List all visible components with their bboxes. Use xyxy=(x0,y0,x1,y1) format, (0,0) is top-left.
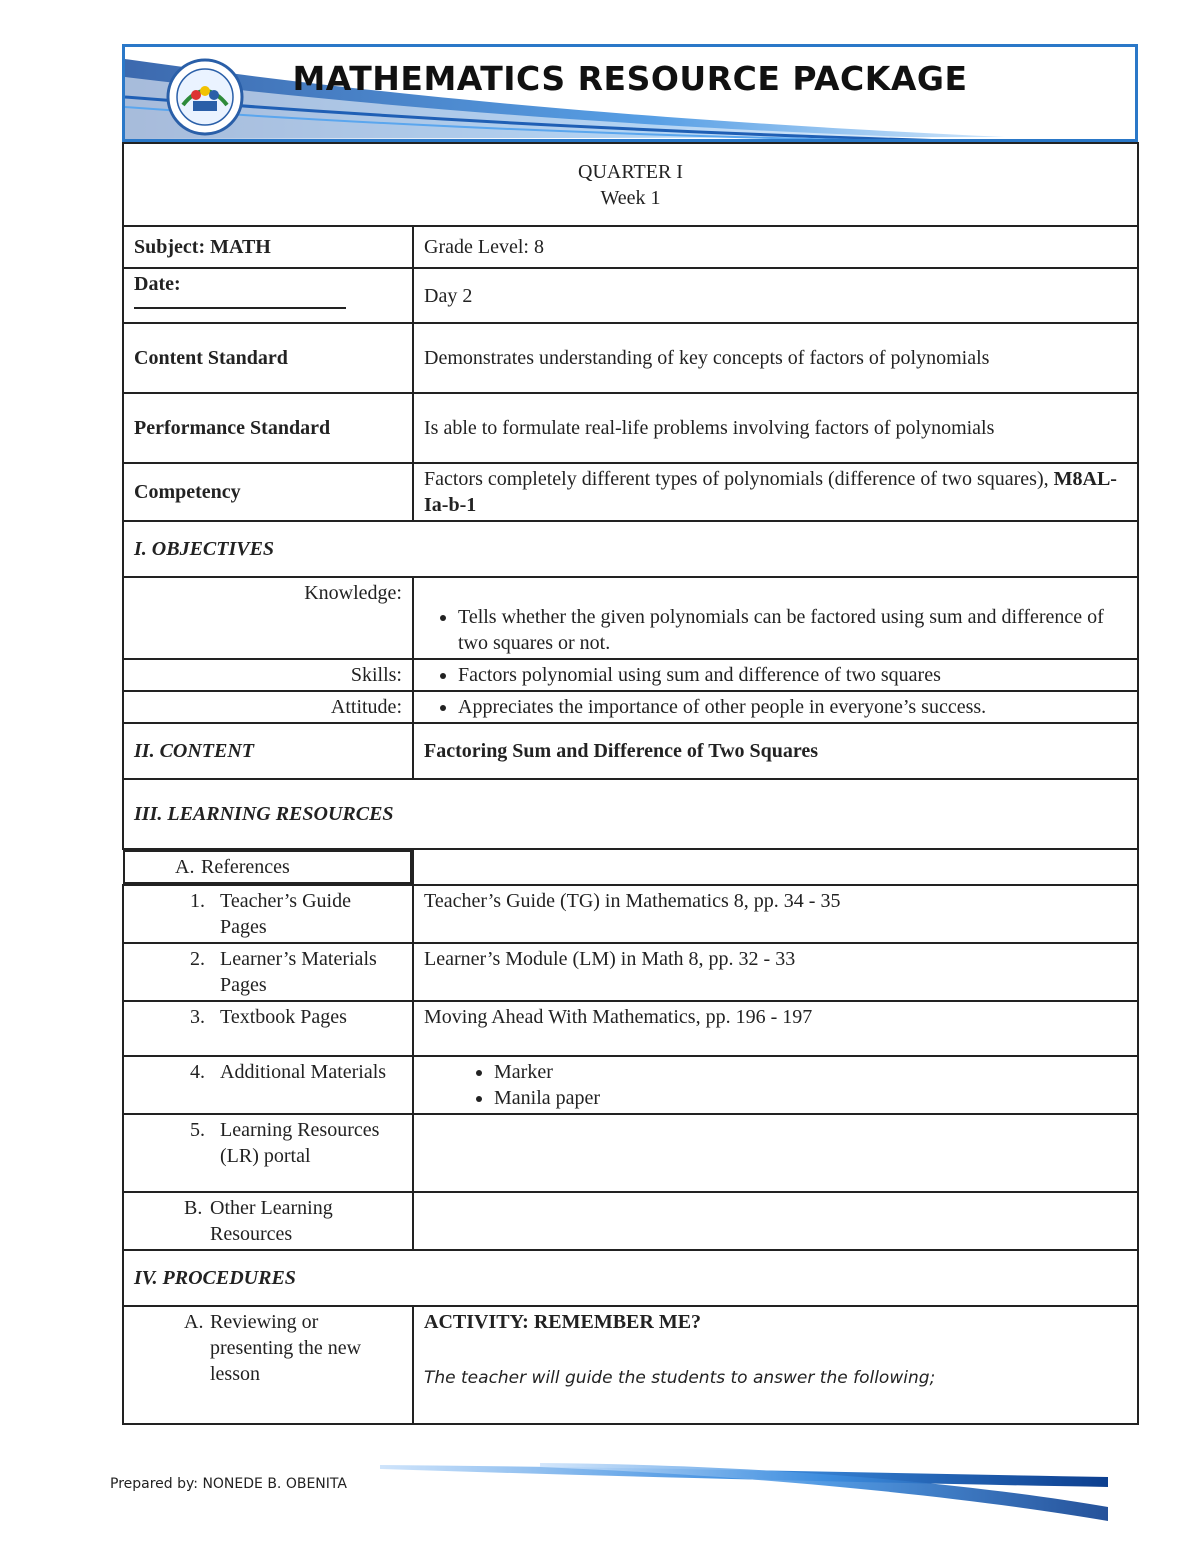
competency-row xyxy=(123,463,1138,521)
knowledge-item: • Tells whether the given polynomials can be factored using sum and difference of two squares or not. xyxy=(458,604,1127,656)
additional-materials-label: 4. Additional Materials xyxy=(190,1061,387,1083)
procedures-heading-row xyxy=(123,1250,1138,1306)
quarter-label: QUARTER I xyxy=(578,160,683,183)
date-blank-line xyxy=(134,297,346,309)
lm-label: 2. Learner’s Materials Pages xyxy=(190,948,377,996)
lm-value: Learner’s Module (LM) in Math 8, pp. 32 - 33 xyxy=(413,943,1138,1001)
competency-value: Factors completely different types of polynomials (difference of two squares), xyxy=(424,468,1049,490)
objectives-heading-row xyxy=(123,521,1138,577)
material-item: • Marker xyxy=(494,1059,1127,1085)
lr-portal-value xyxy=(413,1114,1138,1192)
activity-title: ACTIVITY: REMEMBER ME? xyxy=(424,1311,702,1333)
date-cell xyxy=(123,268,413,323)
references-row xyxy=(123,849,1138,885)
knowledge-label: Knowledge: xyxy=(123,577,413,659)
resources-heading-row xyxy=(123,779,1138,849)
other-resources-label: B. Other Learning Resources xyxy=(184,1197,333,1245)
date-row xyxy=(123,268,1138,323)
lr-portal-label: 5. Learning Resources (LR) portal xyxy=(190,1119,380,1167)
resources-heading: III. LEARNING RESOURCES xyxy=(123,779,1138,849)
reviewing-cell xyxy=(413,1306,1138,1424)
textbook-label: 3. Textbook Pages xyxy=(190,1006,347,1028)
lm-row xyxy=(123,943,1138,1001)
attitude-label: Attitude: xyxy=(123,691,413,723)
subject-row xyxy=(123,226,1138,268)
tg-label: 1. Teacher’s Guide Pages xyxy=(190,890,351,938)
material-item: • Manila paper xyxy=(494,1085,1127,1111)
objectives-heading: I. OBJECTIVES xyxy=(123,521,1138,577)
attitude-item: • Appreciates the importance of other people in everyone’s success. xyxy=(458,694,1127,720)
additional-materials-cell xyxy=(413,1056,1138,1114)
skills-label: Skills: xyxy=(123,659,413,691)
skills-item: • Factors polynomial using sum and difference of two squares xyxy=(458,662,1127,688)
knowledge-row xyxy=(123,577,1138,659)
reviewing-row xyxy=(123,1306,1138,1424)
additional-materials-row xyxy=(123,1056,1138,1114)
performance-standard-row xyxy=(123,393,1138,463)
competency-cell xyxy=(413,463,1138,521)
date-label: Date: xyxy=(134,273,181,295)
activity-instruction: The teacher will guide the students to answer the following; xyxy=(424,1368,936,1388)
other-resources-value xyxy=(413,1192,1138,1250)
other-resources-row xyxy=(123,1192,1138,1250)
content-standard-value: Demonstrates understanding of key concepts of factors of polynomials xyxy=(413,323,1138,393)
performance-standard-label: Performance Standard xyxy=(123,393,413,463)
performance-standard-value: Is able to formulate real-life problems involving factors of polynomials xyxy=(413,393,1138,463)
subject-label: Subject: MATH xyxy=(123,226,413,268)
attitude-cell xyxy=(413,691,1138,723)
content-standard-label: Content Standard xyxy=(123,323,413,393)
header-banner xyxy=(122,44,1138,142)
references-label: A. References xyxy=(123,850,412,884)
week-label: Week 1 xyxy=(600,186,661,209)
references-value xyxy=(413,849,1138,885)
lesson-plan-table xyxy=(122,142,1139,1425)
tg-value: Teacher’s Guide (TG) in Mathematics 8, pp. 34 - 35 xyxy=(413,885,1138,943)
procedures-heading: IV. PROCEDURES xyxy=(123,1250,1138,1306)
content-heading: II. CONTENT xyxy=(123,723,413,779)
content-row xyxy=(123,723,1138,779)
skills-row xyxy=(123,659,1138,691)
quarter-row xyxy=(123,143,1138,226)
prepared-by: Prepared by: NONEDE B. OBENITA xyxy=(110,1476,347,1492)
skills-cell xyxy=(413,659,1138,691)
competency-code: M8AL-Ia-b-1 xyxy=(424,468,1117,516)
content-value: Factoring Sum and Difference of Two Squares xyxy=(413,723,1138,779)
reviewing-label: A. Reviewing or presenting the new lesson xyxy=(184,1311,362,1385)
competency-label: Competency xyxy=(123,463,413,521)
knowledge-cell xyxy=(413,577,1138,659)
textbook-value: Moving Ahead With Mathematics, pp. 196 - 197 xyxy=(413,1001,1138,1056)
grade-level: Grade Level: 8 xyxy=(413,226,1138,268)
content-standard-row xyxy=(123,323,1138,393)
tg-row xyxy=(123,885,1138,943)
textbook-row xyxy=(123,1001,1138,1056)
footer-swoosh-graphic xyxy=(380,1455,1110,1525)
page-title: MATHEMATICS RESOURCE PACKAGE xyxy=(292,59,968,98)
attitude-row xyxy=(123,691,1138,723)
day-label: Day 2 xyxy=(413,268,1138,323)
lr-portal-row xyxy=(123,1114,1138,1192)
